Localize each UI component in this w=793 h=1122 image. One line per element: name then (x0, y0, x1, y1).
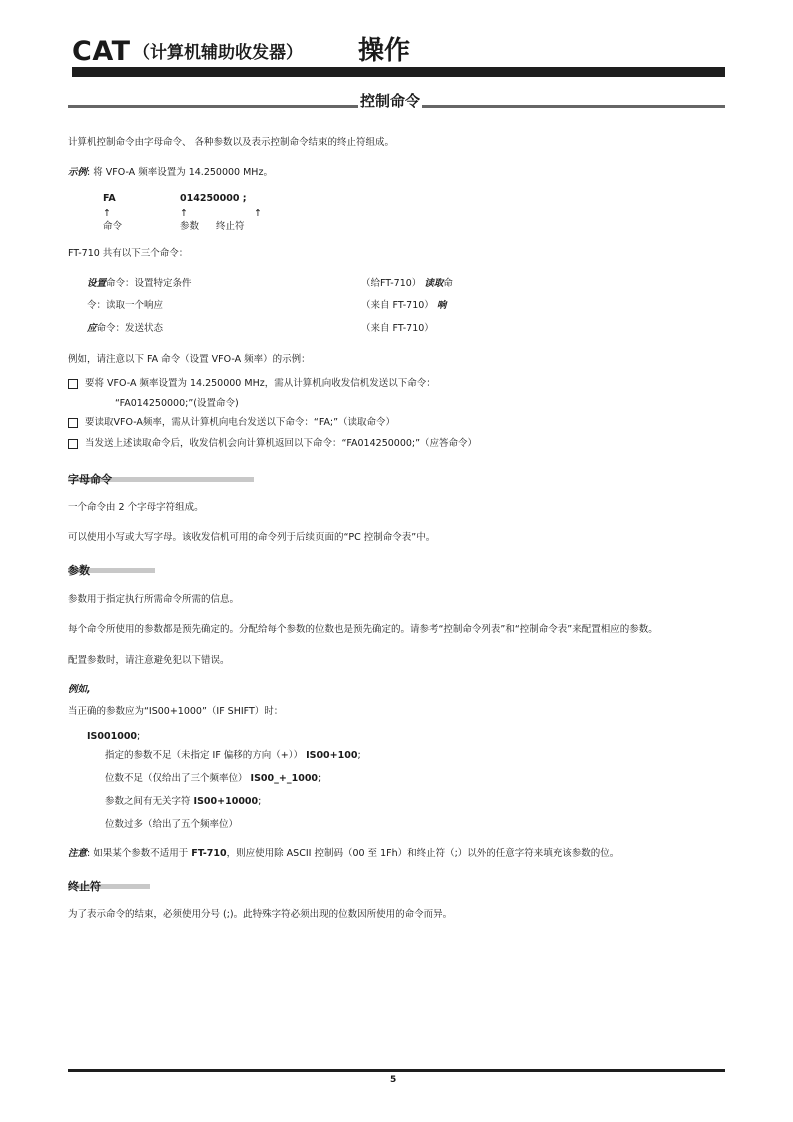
type-row3-left (87, 323, 163, 335)
type-row1-dir: （给FT-710） (361, 278, 422, 289)
params-err2-code: IS00_+_1000 (250, 773, 319, 784)
check-item-1: 要将 VFO-A 频率设置为 14.250000 MHz，需从计算机向收发信机发送以下命令： (85, 378, 436, 389)
check-item-2: 要读取VFO-A频率，需从计算机向电台发送以下命令：“FA;”（读取命令） (85, 417, 396, 428)
type-row2-left: 令：读取一个响应 (87, 300, 164, 311)
type-set-desc: 命令：设置特定条件 (106, 278, 192, 289)
params-err3-code: IS00+10000 (193, 796, 259, 807)
example-cmd: FA (103, 193, 116, 204)
check-item-1-cmd: “FA014250000;”(设置命令) (115, 398, 239, 409)
type-row2-right (361, 300, 446, 312)
type-read-tail: 命 (443, 278, 453, 289)
types-intro-text: FT-710 共有以下三个命令： (68, 248, 189, 259)
params-p2: 每个命令所使用的参数都是预先确定的。分配给每个参数的位数也是预先确定的。请参考“控制命令列表”和“控制命令表”来配置相应的参数。 (68, 624, 658, 635)
page-title-cat: CAT (72, 36, 131, 67)
types-intro (68, 248, 188, 260)
page-number: 5 (390, 1075, 397, 1085)
terminator-p1: 为了表示命令的结束，必须使用分号 (;)。此特殊字符必须出现的位数因所使用的命令而异。 (68, 909, 453, 920)
section-title: 控制命令 (360, 92, 421, 110)
page-title-subtitle: （计算机辅助收发器） (133, 43, 303, 63)
type-answer-em: 响 (436, 300, 447, 311)
checkbox-icon (68, 379, 78, 389)
arrow-param: ↑ (180, 208, 188, 219)
type-answer-em2: 应 (87, 323, 97, 334)
type-set-em: 设置 (87, 278, 107, 289)
check-item-3: 当发送上述读取命令后，收发信机会向计算机返回以下命令：“FA014250000;”（应答命令） (85, 438, 478, 449)
params-err1-tail: ; (357, 750, 361, 761)
checkbox-icon (68, 439, 78, 449)
params-err2-text: 位数不足（仅给出了三个频率位） (105, 773, 248, 784)
terminator-heading: 终止符 (68, 880, 101, 893)
letter-cmd-p2: 可以使用小写或大写字母。该收发信机可用的命令列于后续页面的“PC 控制命令表”中。 (68, 532, 436, 543)
example-param: 014250000 ; (180, 193, 247, 204)
label-param: 参数 (180, 221, 200, 232)
fa-example-intro: 例如，请注意以下 FA 命令（设置 VFO-A 频率）的示例： (68, 354, 311, 365)
letter-cmd-heading: 字母命令 (68, 473, 112, 486)
type-answer-desc: 命令：发送状态 (96, 323, 164, 334)
params-err2-tail: ; (318, 773, 322, 784)
label-term: 终止符 (216, 221, 245, 232)
params-err3-text: 参数之间有无关字符 (105, 796, 191, 807)
params-eg-intro: 当正确的参数应为“IS00+1000”（IF SHIFT）时： (68, 706, 284, 717)
params-err2 (105, 773, 321, 785)
footer-rule (68, 1069, 725, 1072)
params-eg-code-line (87, 731, 140, 743)
params-note-label: 注意 (68, 848, 88, 859)
arrow-term: ↑ (254, 208, 262, 219)
params-p3: 配置参数时，请注意避免犯以下错误。 (68, 655, 230, 666)
params-err1-code: IS00+100 (306, 750, 358, 761)
example-text: : 将 VFO-A 频率设置为 14.250000 MHz。 (87, 167, 273, 178)
params-p1: 参数用于指定执行所需命令所需的信息。 (68, 594, 240, 605)
example-line (68, 167, 273, 179)
params-note (68, 848, 619, 860)
type-row2-dir: （来自 FT-710） (361, 300, 434, 311)
params-err4: 位数过多（给出了五个频率位） (105, 819, 239, 830)
params-err3 (105, 796, 261, 808)
params-heading: 参数 (68, 564, 90, 577)
type-row1-right (361, 278, 453, 290)
params-err3-tail: ; (258, 796, 262, 807)
example-label: 示例 (68, 167, 88, 178)
params-eg-code-tail: ; (137, 731, 141, 742)
params-eg-code: IS001000 (87, 731, 138, 742)
params-note-c: ，则应使用除 ASCII 控制码（00 至 1Fh）和终止符（;）以外的任意字符来填充该参数的位。 (226, 848, 620, 859)
label-cmd: 命令 (103, 221, 123, 232)
arrow-cmd: ↑ (103, 208, 111, 219)
params-err1-text: 指定的参数不足（未指定 IF 偏移的方向（+）） (105, 750, 304, 761)
params-note-a: : 如果某个参数不适用于 (87, 848, 189, 859)
checkbox-icon (68, 418, 78, 428)
page-title-operation: 操作 (358, 36, 411, 66)
header-rule (72, 67, 725, 77)
intro-text: 计算机控制命令由字母命令、 各种参数以及表示控制命令结束的终止符组成。 (68, 137, 395, 148)
params-note-b: FT-710 (191, 848, 227, 859)
type-row3-right: （来自 FT-710） (361, 323, 434, 334)
type-read-em: 读取 (424, 278, 444, 289)
type-row1-left (87, 278, 192, 290)
params-eg-label: 例如, (68, 684, 91, 695)
letter-cmd-p1: 一个命令由 2 个字母字符组成。 (68, 502, 204, 513)
params-err1 (105, 750, 361, 762)
